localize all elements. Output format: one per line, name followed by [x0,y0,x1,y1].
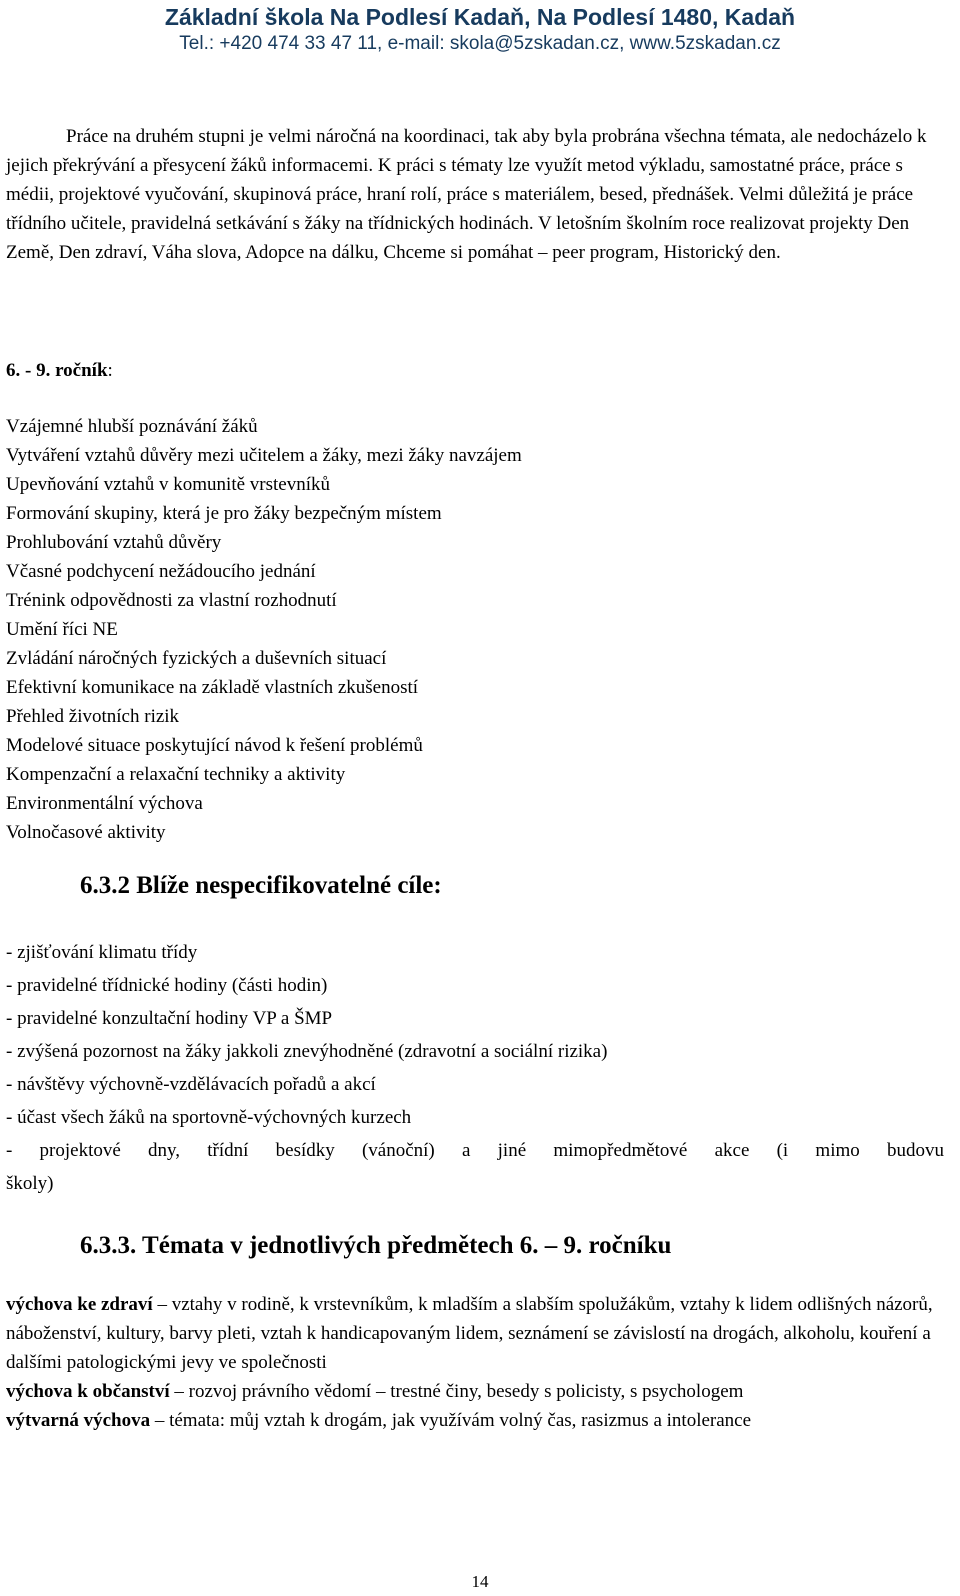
list-item: Upevňování vztahů v komunitě vrstevníků [6,474,330,495]
list-item: Trénink odpovědnosti za vlastní rozhodnutí [6,590,337,611]
list-item: Vzájemné hlubší poznávání žáků [6,416,258,437]
school-contact-line: Tel.: +420 474 33 47 11, e-mail: skola@5zskadan.cz, www.5zskadan.cz [179,33,781,54]
grade-heading [6,356,113,385]
list-item: Modelové situace poskytující návod k řešení problémů [6,735,423,756]
list-item: Vytváření vztahů důvěry mezi učitelem a žáky, mezi žáky navzájem [6,445,522,466]
topic-subject: výchova k občanství [6,1381,170,1402]
list-item: - pravidelné třídnické hodiny (části hodin) [6,975,328,996]
grade-heading-bold: 6. - 9. ročník [6,360,108,381]
list-item-multiline [6,1134,944,1200]
list-item: Přehled životních rizik [6,706,180,727]
list-item: Formování skupiny, která je pro žáky bezpečným místem [6,503,442,524]
list-item: - zvýšená pozornost na žáky jakkoli znevýhodněné (zdravotní a sociální rizika) [6,1041,608,1062]
topic-civics [6,1377,941,1406]
list-item: Volnočasové aktivity [6,822,166,843]
list-item: - pravidelné konzultační hodiny VP a ŠMP [6,1008,333,1029]
list-item: Kompenzační a relaxační techniky a aktivity [6,764,346,785]
page-number: 14 [471,1572,489,1591]
unspecified-goals-list [6,936,944,1200]
list-item-line-continuation: školy) [6,1173,54,1194]
topic-health-education [6,1290,941,1377]
topic-subject: výtvarná výchova [6,1410,151,1431]
goals-list [6,412,522,847]
list-item-line: - projektové dny, třídní besídky (vánoční) a jiné mimopředmětové akce (i mimo budovu [6,1140,944,1161]
grade-heading-suffix: : [107,360,113,381]
list-item: Zvládání náročných fyzických a duševních situací [6,648,387,669]
list-item: - návštěvy výchovně-vzdělávacích pořadů a akcí [6,1074,376,1095]
topic-art-education [6,1406,941,1435]
topic-subject: výchova ke zdraví [6,1294,153,1315]
list-item: Umění říci NE [6,619,118,640]
list-item: - zjišťování klimatu třídy [6,942,198,963]
topic-text: – témata: můj vztah k drogám, jak využívám volný čas, rasizmus a intolerance [150,1410,752,1431]
list-item: Včasné podchycení nežádoucího jednání [6,561,316,582]
school-name-header: Základní škola Na Podlesí Kadaň, Na Podlesí 1480, Kadaň [164,4,796,30]
topic-text: – vztahy v rodině, k vrstevníkům, k mladším a slabším spolužákům, vztahy k lidem odlišných názorů, náboženství, kultury, barvy pleti, vztah k handicapovaným lidem, seznámení se závislostí na drogách, alkoholu, kouření a dalšími patologickými jevy ve společnosti [6,1294,933,1373]
list-item: Efektivní komunikace na základě vlastních zkušeností [6,677,419,698]
section-heading-6-3-2: 6.3.2 Blíže nespecifikovatelné cíle: [80,872,442,899]
section-heading-6-3-3: 6.3.3. Témata v jednotlivých předmětech 6. – 9. ročníku [80,1232,672,1259]
list-item: Environmentální výchova [6,793,203,814]
list-item: Prohlubování vztahů důvěry [6,532,222,553]
topic-text: – rozvoj právního vědomí – trestné činy, besedy s policisty, s psychologem [169,1381,744,1402]
intro-paragraph: Práce na druhém stupni je velmi náročná na koordinaci, tak aby byla probrána všechna témata, ale nedocházelo k jejich překrývání a přesycení žáků informacemi. K práci s tématy lze využít metod výkladu, samostatné práce, práce s médii, projektové vyučování, skupinová práce, hraní rolí, práce s materiálem, besed, přednášek. Velmi důležitá je práce třídního učitele, pravidelná setkávání s žáky na třídnických hodinách. V letošním školním roce realizovat projekty Den Země, Den zdraví, Váha slova, Adopce na dálku, Chceme si pomáhat – peer program, Historický den. [6,126,927,263]
list-item: - účast všech žáků na sportovně-výchovných kurzech [6,1107,412,1128]
subject-topics [6,1290,941,1435]
